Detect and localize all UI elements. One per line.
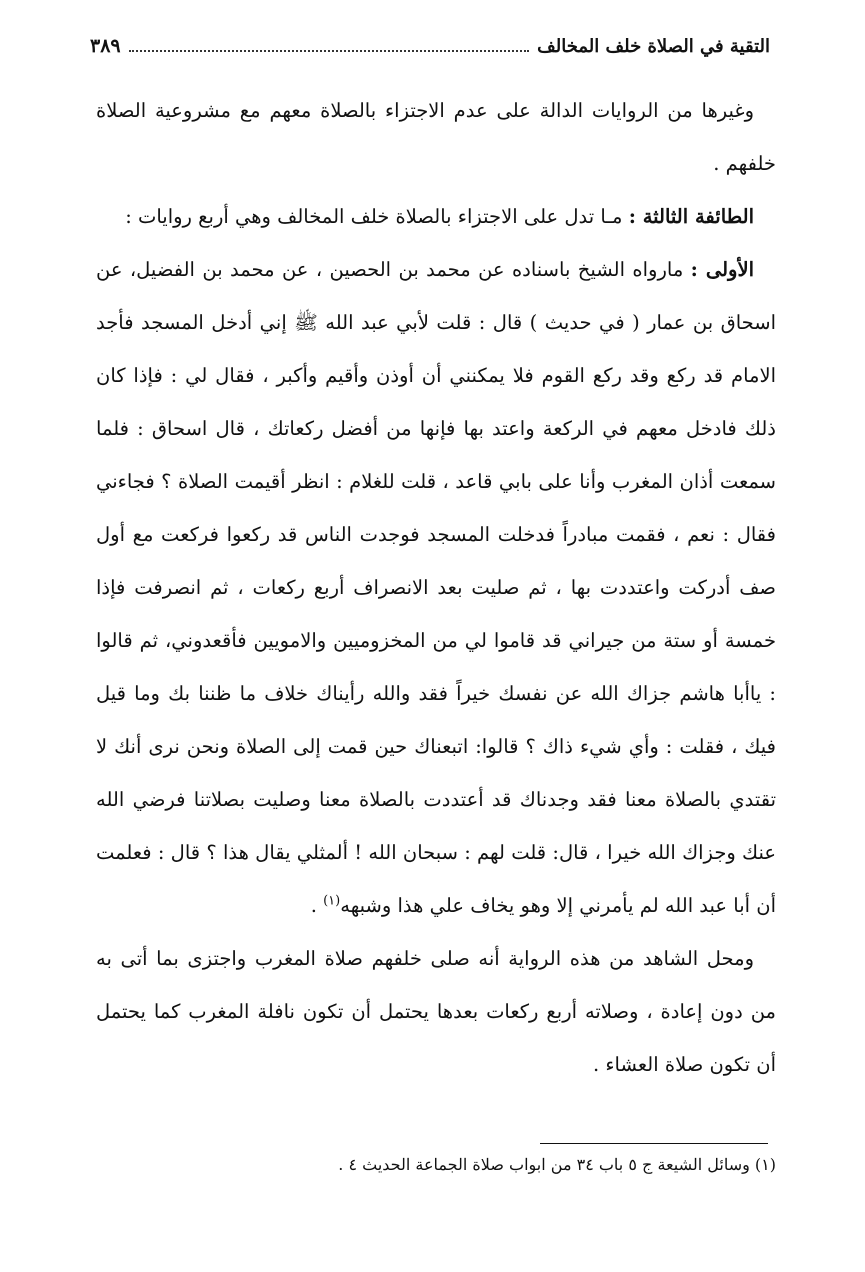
paragraph-3 (96, 243, 776, 932)
footnote-1: (١) وسائل الشيعة ج ٥ باب ٣٤ من ابواب صلاة الجماعة الحديث ٤ . (338, 1155, 776, 1174)
paragraph-2 (96, 190, 776, 243)
first-narration-heading: الأولى : (690, 258, 754, 281)
footnote-reference: (١) (323, 893, 341, 909)
dot-leader (129, 40, 530, 52)
paragraph-4: ومحل الشاهد من هذه الرواية أنه صلى خلفهم صلاة المغرب واجتزى بما أتى به من دون إعادة ، وصلاته أربع ركعات بعدها يحتمل أن تكون نافلة المغرب كما يحتمل أن تكون صلاة العشاء . (96, 947, 776, 1076)
third-group-heading: الطائفة الثالثة : (628, 205, 754, 228)
paragraph-2-text: مـا تدل على الاجتزاء بالصلاة خلف المخالف وهي أربع روايات : (125, 205, 629, 228)
paragraph-3-text: مارواه الشيخ باسناده عن محمد بن الحصين ، عن محمد بن الفضيل، عن اسحاق بن عمار ( في حديث ) قال : قلت لأبي عبد الله ﷺ إني أدخل المسجد فأجد الامام قد ركع وقد ركع القوم فلا يمكنني أن أوذن وأقيم وأكبر ، فقال لي : فإذا كان ذلك فادخل معهم في الركعة واعتد بها فإنها من أفضل ركعاتك ، قال اسحاق : فلما سمعت أذان المغرب وأنا على بابي قاعد ، قلت للغلام : انظر أقيمت الصلاة ؟ فجاءني فقال : نعم ، فقمت مبادراً فدخلت المسجد فوجدت الناس قد ركعوا فركعت مع أول صف أدركت واعتددت بها ، ثم صليت بعد الانصراف أربع ركعات ، ثم انصرفت فإذا خمسة أو ستة من جيراني قد قاموا لي من المخزوميين والامويين فأقعدوني، ثم قالوا : ياأبا هاشم جزاك الله عن نفسك خيراً فقد والله رأيناك خلاف ما ظننا بك وما قيل فيك ، فقلت : وأي شيء ذاك ؟ قالوا: اتبعناك حين قمت إلى الصلاة ونحن نرى أنك لا تقتدي بالصلاة معنا فقد وجدناك قد أعتددت بالصلاة معنا وصليت بصلاتنا فرضي الله عنك وجزاك الله خيرا ، قال: قلت لهم : سبحان الله ! ألمثلي يقال هذا ؟ قال : فعلمت أن أبا عبد الله لم يأمرني إلا وهو يخاف علي هذا وشبهه (96, 258, 776, 917)
paragraph-3-end: . (310, 894, 324, 917)
main-text (96, 84, 776, 1091)
running-header (90, 28, 770, 64)
running-title: التقية في الصلاة خلف المخالف (537, 35, 770, 57)
paragraph-1: وغيرها من الروايات الدالة على عدم الاجتزاء بالصلاة معهم مع مشروعية الصلاة خلفهم . (96, 99, 776, 175)
page-number: ٣٨٩ (90, 35, 121, 57)
footnote-divider (540, 1143, 768, 1144)
